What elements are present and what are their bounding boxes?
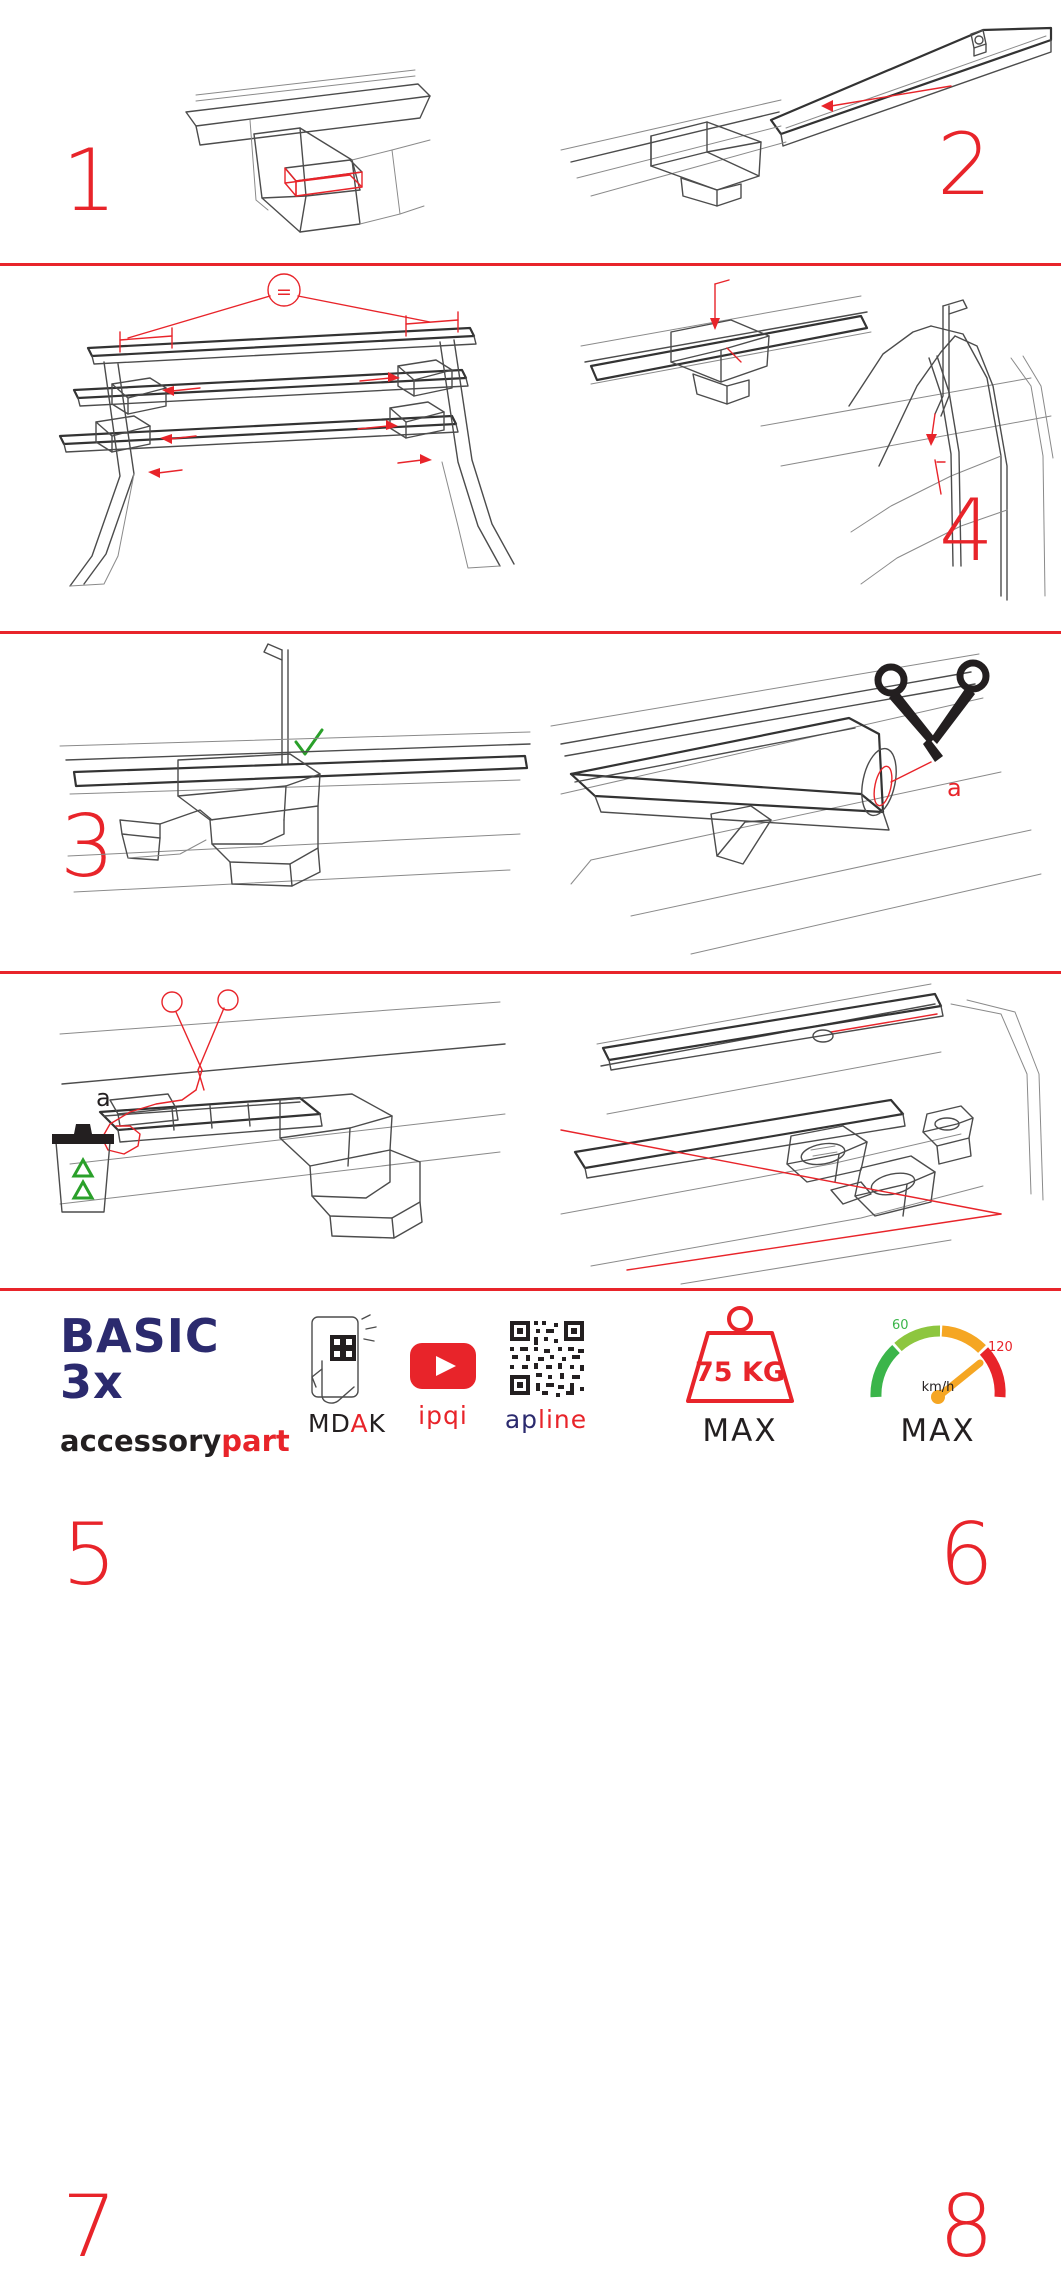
brand-subtitle-part2: part (221, 1424, 290, 1458)
apline-label (478, 1405, 614, 1434)
step-8-illustration (531, 974, 1061, 1288)
recycle-bin-icon (52, 1124, 114, 1212)
scissors-icon-step7 (162, 990, 238, 1090)
max-load-value: 75 KG (694, 1357, 786, 1388)
max-speed-block (848, 1305, 1028, 1449)
step-6-illustration (531, 634, 1061, 971)
brand-title-main: BASIC 3 (60, 1309, 220, 1409)
weight-icon (650, 1305, 830, 1413)
max-speed-caption: MAX (900, 1413, 976, 1449)
brand-subtitle-part1: accessory (60, 1424, 222, 1458)
max-load-caption: MAX (702, 1413, 778, 1449)
max-load-block (650, 1305, 830, 1449)
step-5-illustration (0, 634, 530, 971)
step-3-illustration (0, 266, 530, 631)
footer (0, 1291, 1061, 1500)
step-3-number: 3 (60, 797, 115, 897)
label-a-step6: a (947, 774, 962, 802)
speed-unit: km/h (921, 1380, 955, 1395)
step-7-illustration (0, 974, 530, 1288)
speed-tick-low: 60 (892, 1318, 909, 1333)
step-6-number: 6 (939, 1505, 994, 1605)
step-3-panel (0, 266, 530, 897)
speed-tick-high: 120 (988, 1340, 1013, 1355)
step-4-panel (531, 266, 1061, 631)
equal-symbol: = (276, 281, 292, 303)
brand-title-suffix: x (93, 1355, 124, 1409)
ipqi-label: ipqi (418, 1401, 468, 1430)
label-a-step7: a (96, 1084, 111, 1112)
step-2-number: 2 (937, 115, 992, 215)
brand-subtitle (60, 1424, 290, 1458)
step-8-number: 8 (939, 2177, 994, 2277)
scissors-icon (878, 663, 986, 762)
step-5-number: 5 (62, 1505, 117, 1605)
mdak-label-part1: MD (308, 1409, 351, 1438)
step-1-panel (0, 0, 530, 263)
step-2-panel (531, 0, 1061, 263)
apline-label-part1: ap (504, 1405, 539, 1434)
apline-label-part2: line (538, 1405, 588, 1434)
brand-title (60, 1309, 290, 1409)
step-1-number: 1 (62, 131, 117, 231)
qr-code-icon[interactable] (478, 1313, 614, 1405)
speedometer-icon (848, 1305, 1028, 1413)
step-7-number: 7 (62, 2177, 117, 2277)
mdak-label-part2: K (368, 1409, 386, 1438)
mdak-label-mid: A (350, 1409, 369, 1438)
step-4-number: 4 (939, 481, 994, 581)
check-mark-icon (296, 730, 322, 754)
apline-block[interactable] (478, 1313, 614, 1434)
brand-block (60, 1309, 290, 1458)
